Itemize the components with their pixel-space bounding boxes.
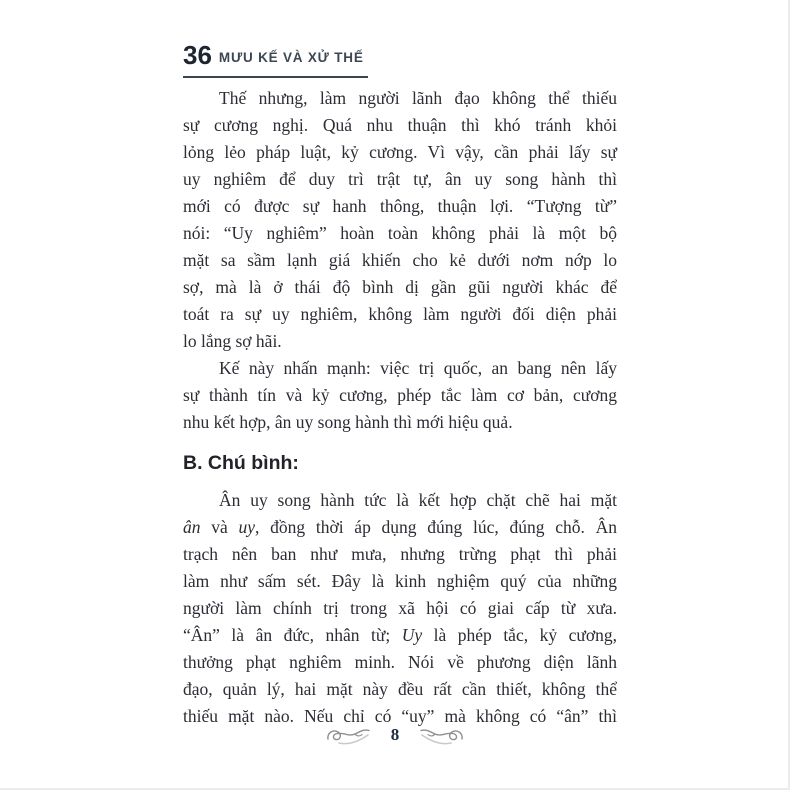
section-heading: B. Chú bình: [183, 452, 299, 474]
text-line: sợ, mà là ở thái độ bình dị gần gũi người khác để [183, 277, 617, 297]
text-line: đạo, quản lý, hai mặt này đều rất cần thiết, không thể [183, 679, 617, 699]
paragraph [183, 355, 617, 436]
text-line: “Ân” là ân đức, nhân từ; Uy là phép tắc, kỷ cương, [183, 625, 617, 645]
text-line: Kế này nhấn mạnh: việc trị quốc, an bang nên lấy [219, 358, 617, 378]
flourish-right-icon [418, 724, 466, 746]
text-line: uy nghiêm để duy trì trật tự, ân uy song hành thì [183, 169, 617, 189]
text-line: thưởng phạt nghiêm minh. Nói về phương diện lãnh [183, 652, 617, 672]
flourish-left-icon [324, 724, 372, 746]
text-line: nhu kết hợp, ân uy song hành thì mới hiệu quả. [183, 412, 513, 432]
text-line: người làm chính trị trong xã hội có giai cấp từ xưa. [183, 598, 617, 618]
text-line: Ân uy song hành tức là kết hợp chặt chẽ hai mặt [219, 490, 617, 510]
text-line: thiếu mặt nào. Nếu chỉ có “uy” mà không có “ân” thì [183, 706, 617, 726]
page-body [183, 85, 617, 730]
text-line: mới có được sự hanh thông, thuận lợi. “Tượng từ” [183, 196, 617, 216]
text-line: lo lắng sợ hãi. [183, 331, 282, 351]
text-line: làm như sấm sét. Đây là kinh nghiệm quý của những [183, 571, 617, 591]
text-line: sự thành tín và kỷ cương, phép tắc làm cơ bản, cương [183, 385, 617, 405]
paragraph [183, 487, 617, 730]
text-line: nói: “Uy nghiêm” hoàn toàn không phải là một bộ [183, 223, 617, 243]
page-number: 8 [390, 725, 400, 744]
page-footer [0, 724, 790, 746]
text-line: mặt sa sầm lạnh giá khiến cho kẻ dưới nơm nớp lo [183, 250, 617, 270]
paragraph [183, 85, 617, 355]
chapter-number: 36 [183, 40, 212, 70]
text-line: lỏng lẻo pháp luật, kỷ cương. Vì vậy, cần phải lấy sự [183, 142, 617, 162]
text-line: trạch nên ban như mưa, nhưng trừng phạt thì phải [183, 544, 617, 564]
running-header [183, 40, 368, 78]
text-line: Thế nhưng, làm người lãnh đạo không thể thiếu [219, 88, 617, 108]
text-line: toát ra sự uy nghiêm, không làm người đối diện phải [183, 304, 617, 324]
book-title: MƯU KẾ VÀ XỬ THẾ [218, 50, 364, 65]
text-line: ân và uy, đồng thời áp dụng đúng lúc, đúng chỗ. Ân [183, 517, 617, 537]
text-line: sự cương nghị. Quá nhu thuận thì khó tránh khỏi [183, 115, 617, 135]
